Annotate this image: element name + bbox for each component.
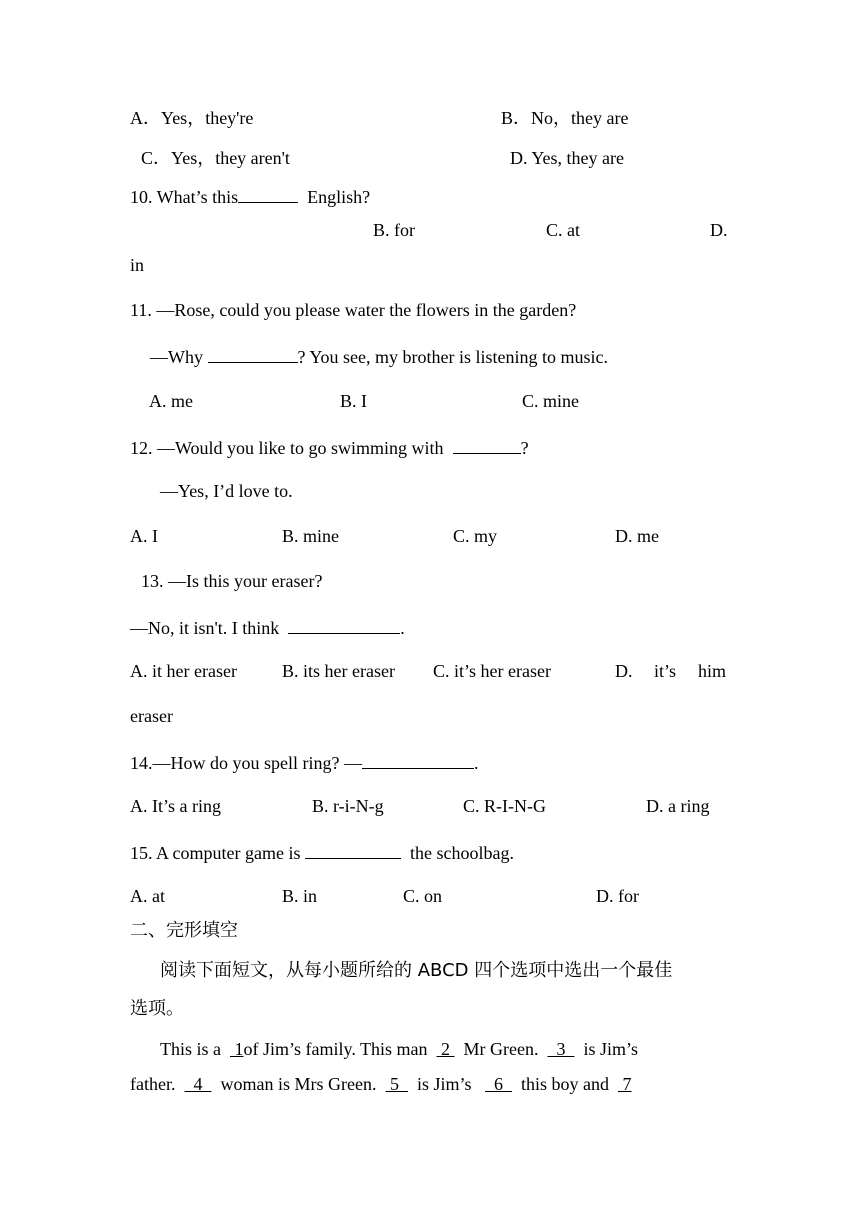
q14-question [130, 750, 478, 774]
q12-option-a: A. I [130, 526, 158, 546]
passage-text: is Jim’s [574, 1039, 639, 1059]
passage-blank-4: 4 [184, 1074, 212, 1094]
q15-suffix: the schoolbag. [400, 843, 514, 863]
q11-option-c: C. mine [522, 391, 579, 411]
q11-option-b: B. I [340, 391, 367, 411]
q10-question [130, 184, 370, 208]
q12-question [130, 435, 529, 459]
passage-text: father. [130, 1074, 185, 1094]
q14-prefix: 14.—How do you spell ring? — [130, 753, 362, 773]
passage-text: is Jim’s [407, 1074, 485, 1094]
section-heading: 二、完形填空 [130, 920, 238, 941]
q9-option-b: B．No，they are [501, 108, 629, 128]
q13-option-d-4: eraser [130, 706, 173, 726]
q10-option-d-text: in [130, 255, 145, 275]
q13-option-d-1: D. [615, 661, 633, 681]
q12-option-d: D. me [615, 526, 659, 546]
q13-option-d-3: him [698, 661, 727, 681]
q15-question [130, 840, 514, 864]
passage-blank-7: 7 [618, 1074, 632, 1094]
q10-option-b: B. for [373, 220, 415, 240]
q15-option-d: D. for [596, 886, 639, 906]
q11-reply-suffix: ? You see, my brother is listening to music. [297, 347, 608, 367]
q13-option-b: B. its her eraser [282, 661, 395, 681]
q14-option-c: C. R-I-N-G [463, 796, 546, 816]
q12-option-c: C. my [453, 526, 498, 546]
q10-option-d-label: D. [710, 220, 728, 240]
passage-text: Mr Green. [454, 1039, 548, 1059]
passage-blank-6: 6 [485, 1074, 512, 1094]
passage-blank-2: 2 [436, 1039, 455, 1059]
q15-prefix: 15. A computer game is [130, 843, 305, 863]
q12-prefix: 12. —Would you like to go swimming with [130, 438, 453, 458]
q15-blank [305, 840, 401, 859]
q11-question: 11. —Rose, could you please water the flowers in the garden? [130, 300, 577, 320]
q9-option-a: A．Yes，they're [130, 108, 254, 128]
q10-suffix: English? [298, 187, 371, 207]
q15-option-c: C. on [403, 886, 443, 906]
q11-option-a: A. me [149, 391, 193, 411]
q15-option-a: A. at [130, 886, 165, 906]
q13-blank [288, 615, 400, 634]
q13-question: 13. —Is this your eraser? [141, 571, 323, 591]
q9-option-d: D. Yes, they are [510, 148, 624, 168]
q12-suffix: ? [520, 438, 529, 458]
q14-option-d: D. a ring [646, 796, 710, 816]
q14-option-b: B. r-i-N-g [312, 796, 384, 816]
q10-prefix: 10. What’s this [130, 187, 239, 207]
q14-blank [362, 750, 474, 769]
passage-text: this boy and [512, 1074, 618, 1094]
q15-option-b: B. in [282, 886, 318, 906]
passage-text: This is a [160, 1039, 230, 1059]
q13-option-a: A. it her eraser [130, 661, 237, 681]
section-instruction-line2: 选项。 [130, 998, 184, 1019]
q13-reply-prefix: —No, it isn't. I think [130, 618, 289, 638]
q11-reply-prefix: —Why [150, 347, 208, 367]
q10-blank [238, 184, 298, 203]
passage-text: of Jim’s family. This man [243, 1039, 437, 1059]
q12-reply: —Yes, I’d love to. [160, 481, 293, 501]
q13-option-d-2: it’s [654, 661, 677, 681]
q14-option-a: A. It’s a ring [130, 796, 221, 816]
q11-blank [208, 344, 298, 363]
q10-option-c: C. at [546, 220, 580, 240]
passage-blank-1: 1 [230, 1039, 244, 1059]
passage-line-1 [160, 1038, 638, 1060]
q13-option-c: C. it’s her eraser [433, 661, 551, 681]
q12-option-b: B. mine [282, 526, 339, 546]
q12-blank [453, 435, 521, 454]
q11-reply [150, 344, 608, 368]
passage-text: woman is Mrs Green. [211, 1074, 386, 1094]
q9-option-c: C．Yes，they aren't [141, 148, 290, 168]
q13-reply-suffix: . [400, 618, 405, 638]
passage-line-2 [130, 1073, 632, 1095]
passage-blank-5: 5 [385, 1074, 408, 1094]
q14-suffix: . [473, 753, 479, 773]
passage-blank-3: 3 [547, 1039, 575, 1059]
section-instruction-line1: 阅读下面短文，从每小题所给的 ABCD 四个选项中选出一个最佳 [160, 960, 673, 981]
q13-reply [130, 615, 405, 639]
